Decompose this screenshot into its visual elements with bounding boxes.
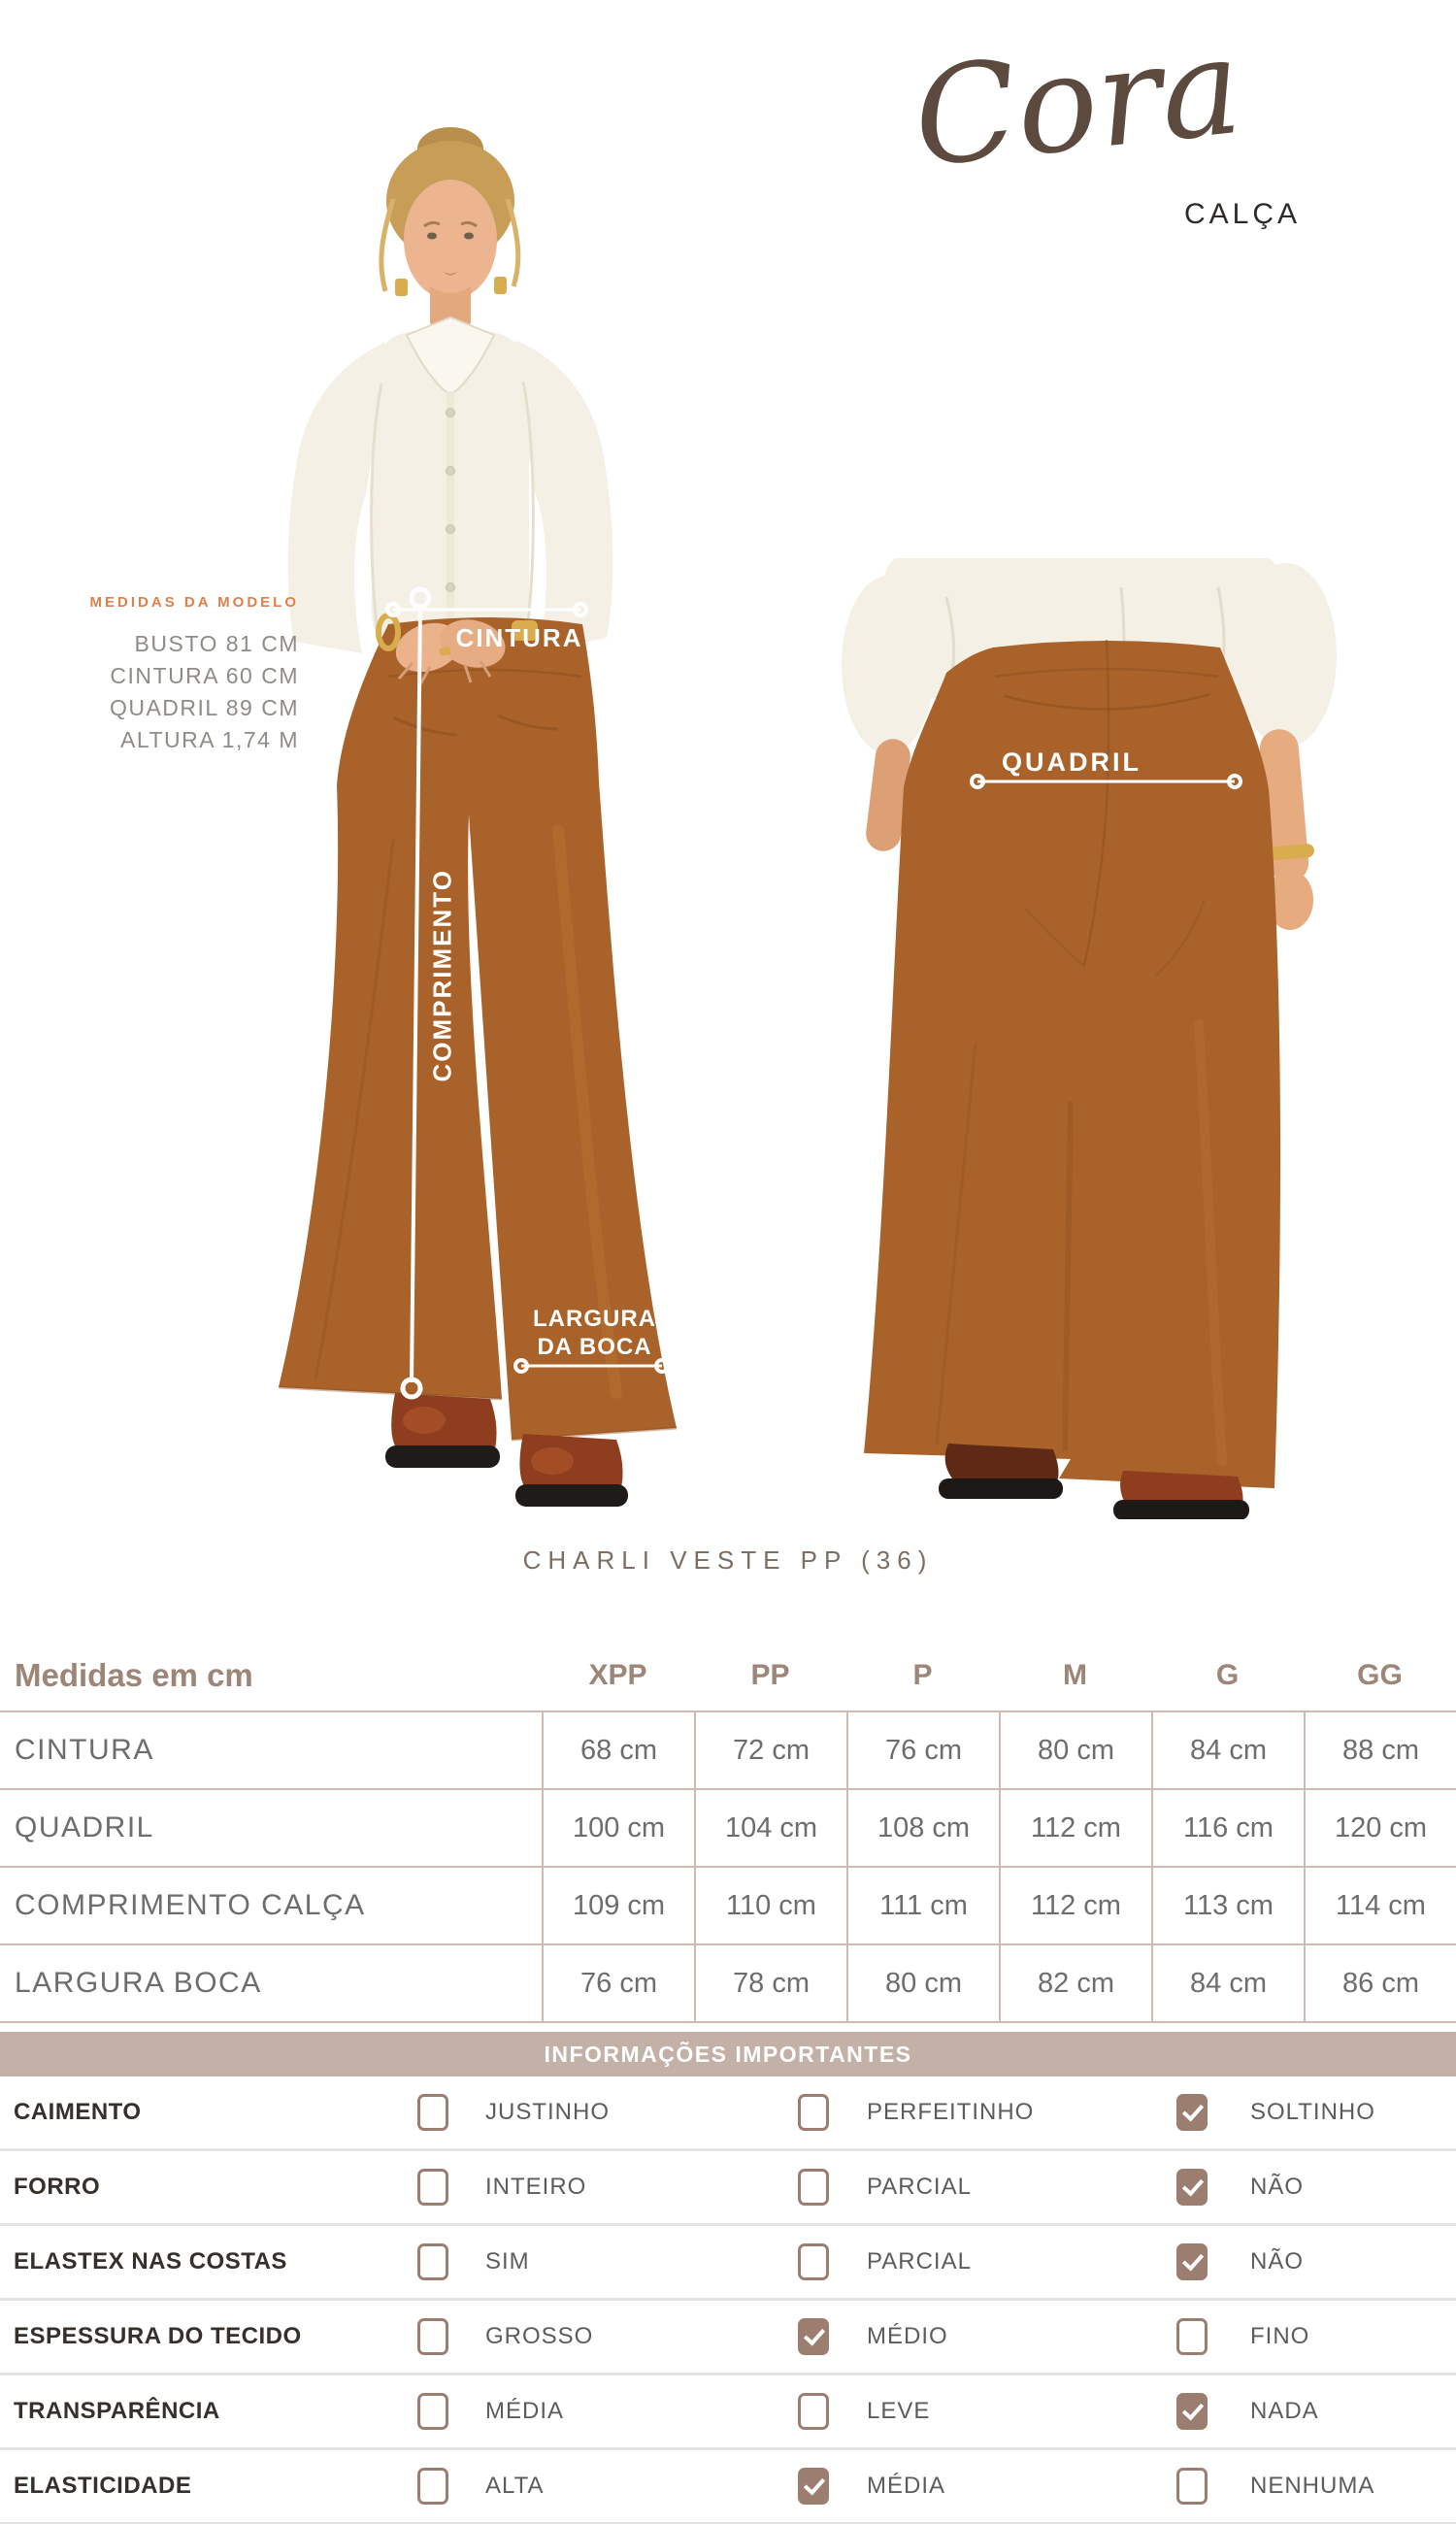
table-row-largura-boca [0, 1943, 1456, 2023]
cell-value: 104 cm [694, 1790, 846, 1866]
table-row-comprimento-calca [0, 1866, 1456, 1943]
model-bust: BUSTO 81 CM [134, 631, 299, 656]
cell-value: 114 cm [1304, 1868, 1456, 1943]
info-row-forro [0, 2151, 1456, 2226]
info-row-label: ELASTICIDADE [14, 2473, 192, 2499]
info-row-elastex [0, 2226, 1456, 2301]
option-label: JUSTINHO [485, 2099, 610, 2125]
table-row-cintura [0, 1710, 1456, 1788]
cell-value: 120 cm [1304, 1790, 1456, 1866]
hip-annotation-label: QUADRIL [1002, 747, 1142, 777]
cell-value: 88 cm [1304, 1712, 1456, 1788]
option-label: NÃO [1250, 2174, 1305, 2200]
elasticidade-nenhuma-checkbox[interactable] [1176, 2468, 1208, 2505]
info-row-caimento [0, 2076, 1456, 2151]
option-label: GROSSO [485, 2323, 594, 2349]
info-row-elasticidade [0, 2450, 1456, 2524]
row-label: QUADRIL [15, 1811, 154, 1843]
cell-value: 109 cm [542, 1868, 694, 1943]
important-info-rows [0, 2076, 1456, 2524]
row-label: COMPRIMENTO CALÇA [15, 1889, 366, 1921]
option-label: SIM [485, 2248, 530, 2275]
row-label: LARGURA BOCA [15, 1967, 262, 1999]
cell-value: 84 cm [1151, 1712, 1304, 1788]
transparencia-leve-checkbox[interactable] [798, 2393, 829, 2430]
option-label: INTEIRO [485, 2174, 587, 2200]
model-measurements-block [56, 594, 299, 756]
option-label: NADA [1250, 2398, 1319, 2424]
caimento-perfeitinho-checkbox[interactable] [798, 2094, 829, 2131]
length-annotation-label: COMPRIMENTO [427, 869, 457, 1082]
product-type-label: CALÇA [1183, 198, 1301, 230]
cell-value: 80 cm [846, 1945, 999, 2021]
option-label: NÃO [1250, 2248, 1305, 2275]
option-label: MÉDIA [485, 2398, 565, 2424]
cell-value: 100 cm [542, 1790, 694, 1866]
model-wears-caption: CHARLI VESTE PP (36) [522, 1545, 934, 1575]
size-table [0, 1641, 1456, 2023]
cell-value: 76 cm [846, 1712, 999, 1788]
model-height: ALTURA 1,74 M [120, 727, 299, 752]
cell-value: 110 cm [694, 1868, 846, 1943]
espessura-medio-checkbox[interactable] [798, 2318, 829, 2355]
option-label: PARCIAL [867, 2174, 972, 2200]
model-waist: CINTURA 60 CM [110, 663, 299, 688]
model-front-shirt [288, 317, 613, 659]
cell-value: 112 cm [999, 1790, 1151, 1866]
model-photo-back [830, 558, 1373, 1519]
option-label: NENHUMA [1250, 2473, 1375, 2499]
table-row-quadril [0, 1788, 1456, 1866]
elasticidade-alta-checkbox[interactable] [417, 2468, 448, 2505]
forro-inteiro-checkbox[interactable] [417, 2169, 448, 2206]
info-row-label: TRANSPARÊNCIA [14, 2398, 220, 2424]
elastex-parcial-checkbox[interactable] [798, 2243, 829, 2280]
caimento-justinho-checkbox[interactable] [417, 2094, 448, 2131]
model-front-head [381, 127, 518, 331]
hem-annotation-label [510, 1305, 679, 1361]
size-col-g: G [1215, 1659, 1240, 1691]
model-hip: QUADRIL 89 CM [109, 695, 299, 720]
waist-annotation-label: CINTURA [455, 623, 583, 652]
cell-value: 84 cm [1151, 1945, 1304, 2021]
option-label: MÉDIO [867, 2323, 948, 2349]
size-table-header [0, 1641, 1456, 1710]
option-label: PERFEITINHO [867, 2099, 1035, 2125]
cell-value: 80 cm [999, 1712, 1151, 1788]
elastex-nao-checkbox[interactable] [1176, 2243, 1208, 2280]
caimento-soltinho-checkbox[interactable] [1176, 2094, 1208, 2131]
info-row-transparencia [0, 2375, 1456, 2450]
row-label: CINTURA [15, 1734, 154, 1766]
size-col-m: M [1063, 1659, 1087, 1691]
option-label: LEVE [867, 2398, 931, 2424]
info-row-label: FORRO [14, 2174, 101, 2200]
elasticidade-media-checkbox[interactable] [798, 2468, 829, 2505]
brand-logo: Cora [907, 7, 1248, 197]
cell-value: 113 cm [1151, 1868, 1304, 1943]
cell-value: 111 cm [846, 1868, 999, 1943]
option-label: PARCIAL [867, 2248, 972, 2275]
cell-value: 72 cm [694, 1712, 846, 1788]
espessura-grosso-checkbox[interactable] [417, 2318, 448, 2355]
hem-annotation-line1: LARGURA [533, 1306, 656, 1332]
important-info-header: INFORMAÇÕES IMPORTANTES [0, 2032, 1456, 2076]
size-col-xpp: XPP [588, 1659, 647, 1691]
info-row-label: ELASTEX NAS COSTAS [14, 2248, 287, 2275]
cell-value: 112 cm [999, 1868, 1151, 1943]
cell-value: 78 cm [694, 1945, 846, 2021]
cell-value: 86 cm [1304, 1945, 1456, 2021]
cell-value: 116 cm [1151, 1790, 1304, 1866]
transparencia-nada-checkbox[interactable] [1176, 2393, 1208, 2430]
cell-value: 68 cm [542, 1712, 694, 1788]
transparencia-media-checkbox[interactable] [417, 2393, 448, 2430]
model-measurements-title: MEDIDAS DA MODELO [89, 594, 299, 611]
info-row-label: CAIMENTO [14, 2099, 142, 2125]
espessura-fino-checkbox[interactable] [1176, 2318, 1208, 2355]
cell-value: 82 cm [999, 1945, 1151, 2021]
info-row-label: ESPESSURA DO TECIDO [14, 2323, 302, 2349]
hem-annotation-line2: DA BOCA [537, 1334, 652, 1360]
option-label: SOLTINHO [1250, 2099, 1375, 2125]
option-label: FINO [1250, 2323, 1310, 2349]
size-table-body [0, 1710, 1456, 2023]
forro-parcial-checkbox[interactable] [798, 2169, 829, 2206]
option-label: ALTA [485, 2473, 545, 2499]
size-col-p: P [912, 1659, 933, 1691]
elastex-sim-checkbox[interactable] [417, 2243, 448, 2280]
option-label: MÉDIA [867, 2473, 946, 2499]
cell-value: 108 cm [846, 1790, 999, 1866]
size-table-title: Medidas em cm [15, 1657, 253, 1693]
size-col-gg: GG [1357, 1659, 1403, 1691]
info-row-espessura [0, 2301, 1456, 2375]
cell-value: 76 cm [542, 1945, 694, 2021]
model-photo-front [248, 92, 733, 1510]
size-col-pp: PP [750, 1659, 790, 1691]
forro-nao-checkbox[interactable] [1176, 2169, 1208, 2206]
